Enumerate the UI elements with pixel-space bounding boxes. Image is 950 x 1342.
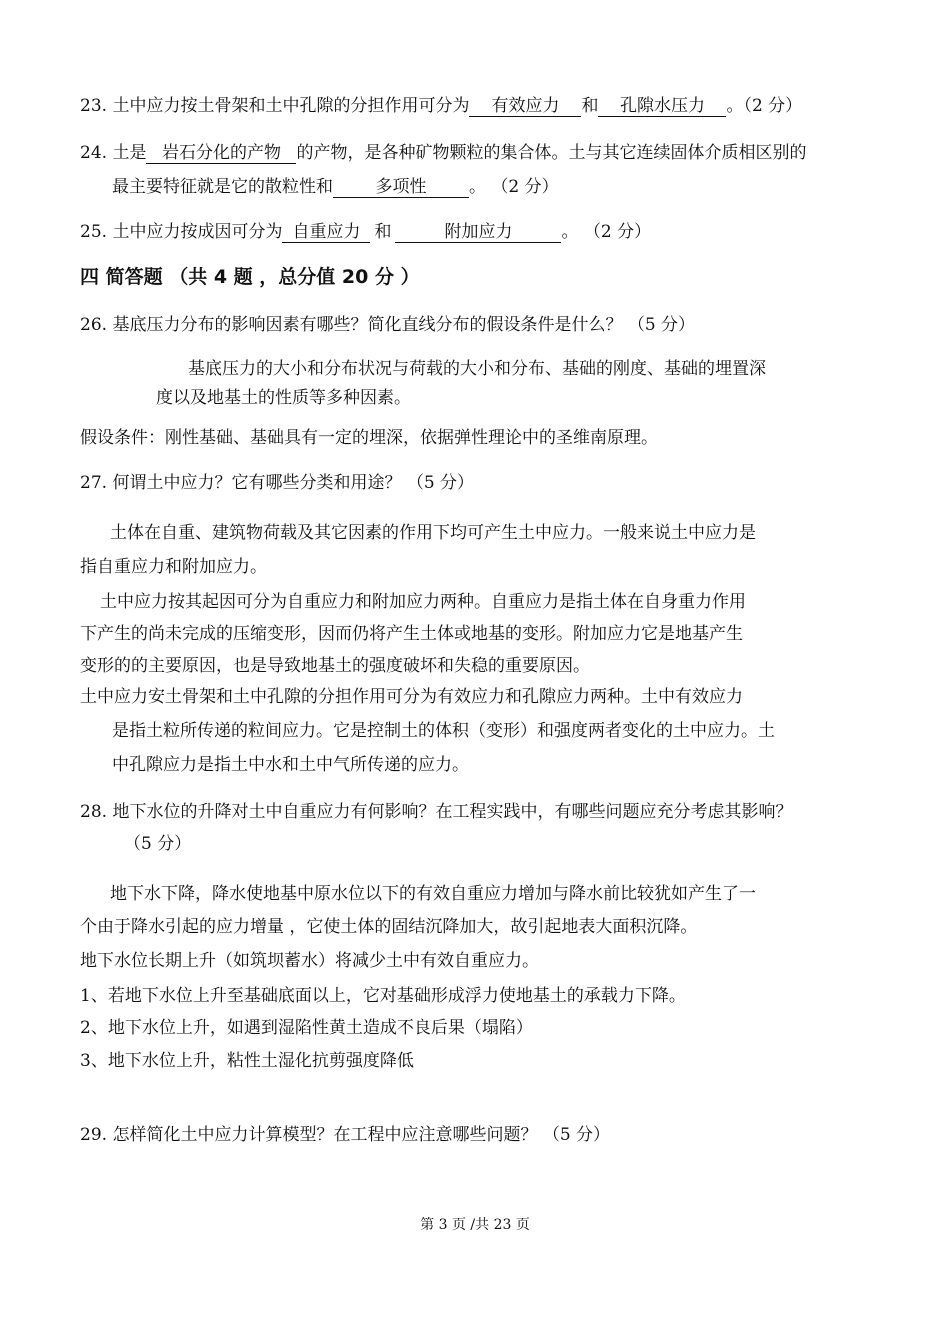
q25-blank-1: 自重应力 bbox=[282, 222, 370, 243]
q24-blank-1: 岩石分化的产物 bbox=[146, 143, 296, 164]
q26-answer-line-2: 度以及地基土的性质等多种因素。 bbox=[156, 388, 411, 408]
question-25 bbox=[80, 221, 651, 243]
q27-answer-line-8: 中孔隙应力是指土中水和土中气所传递的应力。 bbox=[112, 755, 469, 775]
question-24-line-2 bbox=[112, 176, 559, 198]
q23-suffix: 。（2 分） bbox=[726, 96, 803, 116]
q27-answer-line-3: 土中应力按其起因可分为自重应力和附加应力两种。自重应力是指土体在自身重力作用 bbox=[100, 592, 746, 612]
q25-mid: 和 bbox=[374, 222, 392, 242]
section-4-heading: 四 简答题 （共 4 题 ，总分值 20 分 ） bbox=[80, 266, 420, 288]
question-24-line-1 bbox=[80, 142, 806, 164]
q25-prefix: 25. 土中应力按成因可分为 bbox=[80, 222, 283, 242]
question-28-line-2: （5 分） bbox=[124, 834, 192, 854]
q28-answer-line-6: 3、地下水位上升，粘性土湿化抗剪强度降低 bbox=[80, 1051, 414, 1071]
q23-blank-1: 有效应力 bbox=[469, 96, 581, 117]
q27-answer-line-5: 变形的的主要原因，也是导致地基土的强度破坏和失稳的重要原因。 bbox=[80, 656, 590, 676]
q24-suffix: 。 （2 分） bbox=[469, 177, 559, 197]
q25-blank-2: 附加应力 bbox=[395, 222, 561, 243]
q28-answer-line-5: 2、地下水位上升，如遇到湿陷性黄土造成不良后果（塌陷） bbox=[80, 1018, 533, 1038]
q28-answer-line-3: 地下水位长期上升（如筑坝蓄水）将减少土中有效自重应力。 bbox=[80, 951, 539, 971]
q24-rest: 的产物，是各种矿物颗粒的集合体。土与其它连续固体介质相区别的 bbox=[296, 143, 807, 163]
page-footer: 第 3 页 /共 23 页 bbox=[420, 1217, 530, 1233]
question-26: 26. 基底压力分布的影响因素有哪些？简化直线分布的假设条件是什么？ （5 分） bbox=[80, 315, 696, 335]
q24-blank-2: 多项性 bbox=[333, 177, 469, 198]
q28-answer-line-2: 个由于降水引起的应力增量 ，它使土体的固结沉降加大，故引起地表大面积沉降。 bbox=[80, 917, 698, 937]
q27-answer-line-4: 下产生的尚未完成的压缩变形，因而仍将产生土体或地基的变形。附加应力它是地基产生 bbox=[80, 624, 743, 644]
q26-answer-line-3: 假设条件：刚性基础、基础具有一定的埋深，依据弹性理论中的圣维南原理。 bbox=[80, 428, 658, 448]
q28-answer-line-4: 1、若地下水位上升至基础底面以上，它对基础形成浮力使地基土的承载力下降。 bbox=[80, 986, 686, 1006]
q26-answer-line-1: 基底压力的大小和分布状况与荷载的大小和分布、基础的刚度、基础的埋置深 bbox=[188, 359, 766, 379]
q27-answer-line-1: 土体在自重、建筑物荷载及其它因素的作用下均可产生土中应力。一般来说土中应力是 bbox=[110, 523, 756, 543]
q25-suffix: 。 （2 分） bbox=[561, 222, 652, 242]
q24-line2-prefix: 最主要特征就是它的散粒性和 bbox=[112, 177, 333, 197]
q23-prefix: 23. 土中应力按土骨架和土中孔隙的分担作用可分为 bbox=[80, 96, 470, 116]
q27-answer-line-2: 指自重应力和附加应力。 bbox=[80, 557, 267, 577]
question-23 bbox=[80, 95, 802, 117]
question-27: 27. 何谓土中应力？它有哪些分类和用途？ （5 分） bbox=[80, 473, 475, 493]
q24-prefix: 24. 土是 bbox=[80, 143, 147, 163]
q23-mid: 和 bbox=[581, 96, 599, 116]
q28-answer-line-1: 地下水下降，降水使地基中原水位以下的有效自重应力增加与降水前比较犹如产生了一 bbox=[110, 884, 756, 904]
question-28-line-1: 28. 地下水位的升降对土中自重应力有何影响？在工程实践中，有哪些问题应充分考虑其影响？ bbox=[80, 802, 793, 822]
q23-blank-2: 孔隙水压力 bbox=[598, 96, 726, 117]
q27-answer-line-6: 土中应力安土骨架和土中孔隙的分担作用可分为有效应力和孔隙应力两种。土中有效应力 bbox=[80, 687, 743, 707]
q27-answer-line-7: 是指土粒所传递的粒间应力。它是控制土的体积（变形）和强度两者变化的土中应力。土 bbox=[112, 721, 775, 741]
question-29: 29. 怎样简化土中应力计算模型？在工程中应注意哪些问题？ （5 分） bbox=[80, 1125, 611, 1145]
